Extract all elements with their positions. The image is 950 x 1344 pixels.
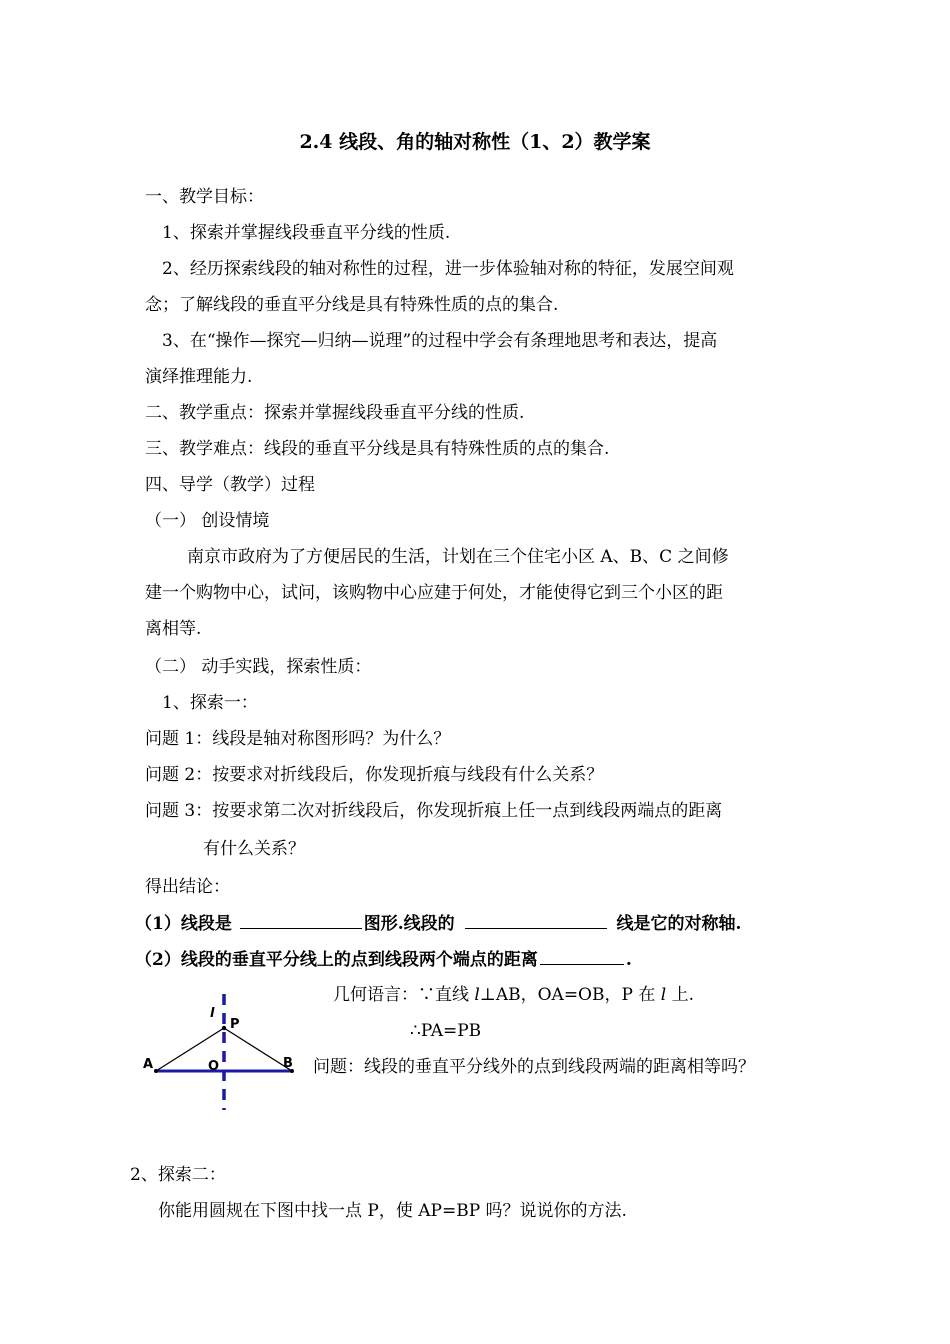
section-heading-objectives: 一、教学目标： bbox=[145, 187, 264, 207]
fill-blank-1[interactable] bbox=[240, 910, 362, 929]
conclusion-heading: 得出结论： bbox=[145, 877, 230, 897]
geometry-line-1-prefix: 几何语言：∵直线 bbox=[333, 985, 475, 1005]
objective-2-line-2: 念；了解线段的垂直平分线是具有特殊性质的点的集合. bbox=[145, 295, 559, 315]
point-p bbox=[222, 1026, 226, 1030]
line-variable-l-2: l bbox=[660, 985, 667, 1005]
geometry-language-line-2: ∴PA=PB bbox=[410, 1021, 482, 1041]
label-o: O bbox=[208, 1059, 220, 1074]
explore-1-heading: 1、探索一： bbox=[162, 693, 258, 713]
conclusion-1-part-3: 线是它的对称轴. bbox=[610, 914, 742, 934]
objective-3-line-1: 3、在“操作—探究—归纳—说理”的过程中学会有条理地思考和表达，提高 bbox=[162, 331, 718, 351]
subsection-scenario: （一） 创设情境 bbox=[145, 511, 270, 531]
scenario-paragraph-line-1: 南京市政府为了方便居民的生活，计划在三个住宅小区 A、B、C 之间修 bbox=[187, 547, 729, 567]
section-heading-process: 四、导学（教学）过程 bbox=[145, 475, 315, 495]
explore-2-heading: 2、探索二： bbox=[130, 1165, 226, 1185]
objective-2-line-1: 2、经历探索线段的轴对称性的过程，进一步体验轴对称的特征，发展空间观 bbox=[162, 259, 734, 279]
objective-1: 1、探索并掌握线段垂直平分线的性质. bbox=[162, 223, 451, 243]
fill-blank-3[interactable] bbox=[540, 946, 624, 965]
question-1: 问题 1：线段是轴对称图形吗？为什么？ bbox=[145, 729, 451, 749]
subsection-hands-on: （二） 动手实践，探索性质： bbox=[145, 657, 372, 677]
geometry-line-1-mid: ⊥AB，OA=OB，P 在 bbox=[479, 985, 661, 1005]
geometry-language-line-1 bbox=[333, 984, 694, 1006]
label-p: P bbox=[230, 1017, 240, 1032]
conclusion-1-part-2: 图形.线段的 bbox=[363, 914, 461, 934]
question-2: 问题 2：按要求对折线段后，你发现折痕与线段有什么关系？ bbox=[145, 765, 604, 785]
conclusion-2 bbox=[135, 946, 632, 971]
section-key-point: 二、教学重点：探索并掌握线段垂直平分线的性质. bbox=[145, 403, 525, 423]
question-3-line-2: 有什么关系？ bbox=[203, 839, 305, 859]
geometry-question: 问题：线段的垂直平分线外的点到线段两端的距离相等吗？ bbox=[313, 1057, 755, 1077]
line-variable-l: l bbox=[474, 985, 480, 1005]
segment-pb bbox=[224, 1028, 292, 1071]
conclusion-2-part-1: （2）线段的垂直平分线上的点到线段两个端点的距离 bbox=[135, 950, 538, 970]
scenario-paragraph-line-2: 建一个购物中心，试问，该购物中心应建于何处，才能使得它到三个小区的距 bbox=[145, 583, 723, 603]
objective-3-line-2: 演绎推理能力. bbox=[145, 367, 253, 387]
label-l: l bbox=[210, 1006, 215, 1021]
point-a bbox=[154, 1069, 158, 1073]
label-a: A bbox=[143, 1057, 154, 1072]
fill-blank-2[interactable] bbox=[465, 910, 607, 929]
conclusion-1 bbox=[135, 910, 741, 935]
geometry-line-1-suffix: 上. bbox=[666, 985, 694, 1005]
perpendicular-bisector-figure bbox=[140, 990, 310, 1115]
question-3-line-1: 问题 3：按要求第二次对折线段后，你发现折痕上任一点到线段两端点的距离 bbox=[145, 801, 723, 821]
label-b: B bbox=[283, 1056, 293, 1071]
scenario-paragraph-line-3: 离相等. bbox=[145, 619, 202, 639]
explore-2-text: 你能用圆规在下图中找一点 P，使 AP=BP 吗？说说你的方法. bbox=[158, 1201, 627, 1221]
conclusion-2-part-2: . bbox=[625, 950, 632, 970]
page-title: 2.4 线段、角的轴对称性（1、2）教学案 bbox=[299, 131, 651, 153]
conclusion-1-part-1: （1）线段是 bbox=[135, 914, 238, 934]
section-difficulty: 三、教学难点：线段的垂直平分线是具有特殊性质的点的集合. bbox=[145, 439, 610, 459]
